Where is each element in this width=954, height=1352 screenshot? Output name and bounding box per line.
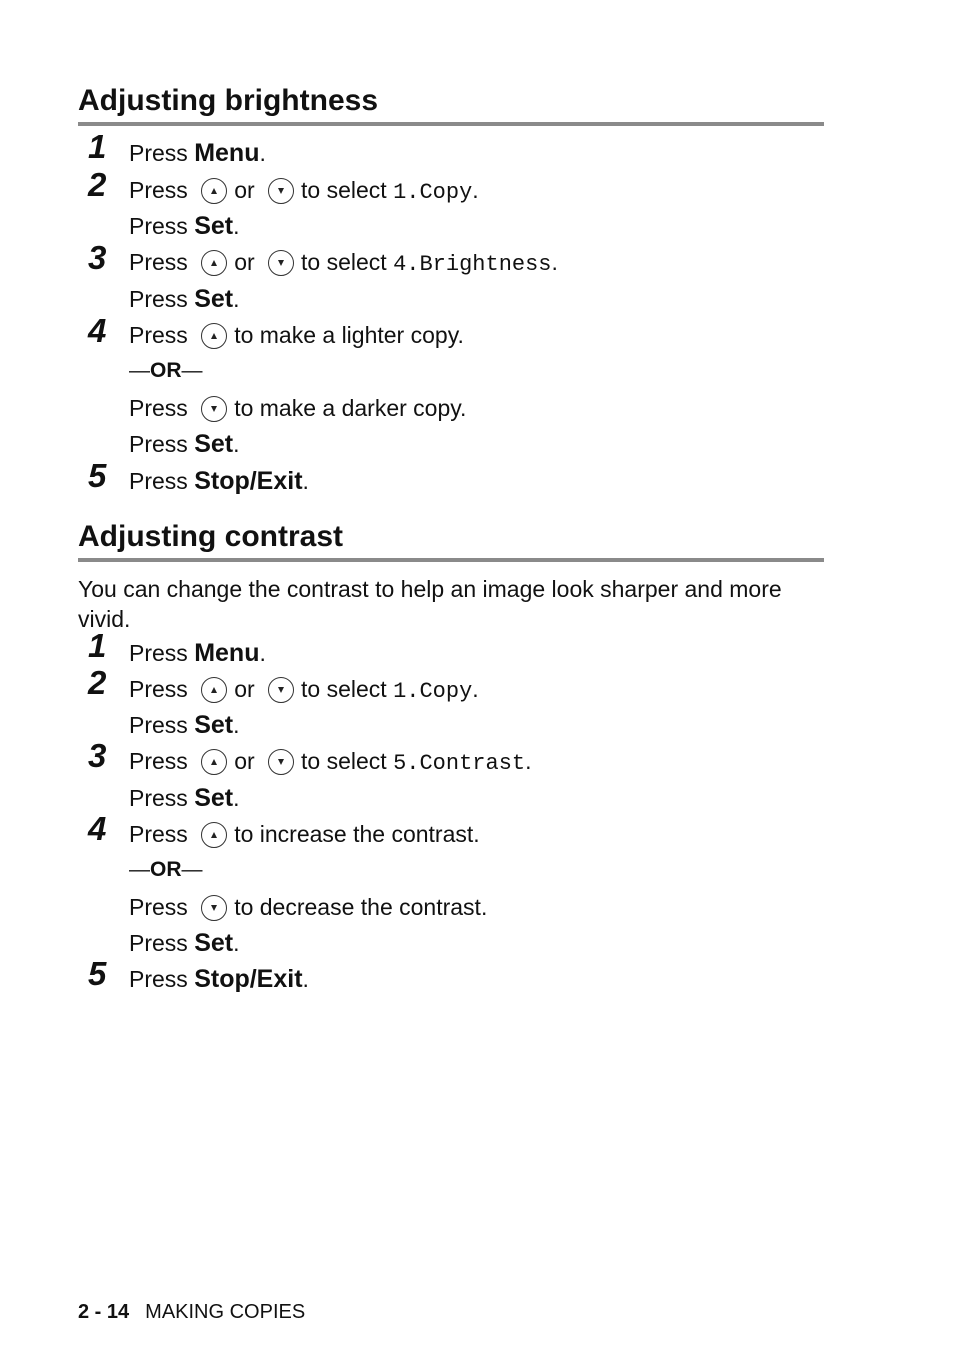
or-separator <box>129 855 203 885</box>
step-text: Press <box>129 640 188 666</box>
step-number: 5 <box>88 955 107 992</box>
step-text: to select <box>301 249 387 275</box>
dash: — <box>129 858 150 881</box>
down-arrow-key-icon <box>201 396 227 422</box>
menu-item-code: 4.Brightness <box>393 252 552 277</box>
menu-key-label: Menu <box>194 139 260 167</box>
step-line <box>129 819 480 849</box>
menu-item-code: 1.Copy <box>393 180 473 205</box>
menu-key-label: Menu <box>194 639 260 667</box>
step-line <box>129 466 309 496</box>
step-text: Press <box>129 213 188 239</box>
stop-exit-key-label: Stop/Exit <box>194 965 303 993</box>
step-text: Press <box>129 748 188 774</box>
down-arrow-key-icon <box>268 677 294 703</box>
dash: — <box>181 858 203 881</box>
punct: . <box>525 748 532 774</box>
step-line <box>129 892 487 922</box>
step-number: 1 <box>88 627 107 664</box>
page-footer <box>78 1300 305 1324</box>
stop-exit-key-label: Stop/Exit <box>194 467 303 495</box>
or-word: OR <box>150 858 182 881</box>
step-line <box>129 928 239 958</box>
punct: . <box>302 966 309 992</box>
punct: . <box>259 640 266 666</box>
step-text: Press <box>129 322 188 348</box>
step-number: 5 <box>88 457 107 494</box>
step-text: Press <box>129 712 188 738</box>
up-arrow-key-icon <box>201 677 227 703</box>
step-line <box>129 964 309 994</box>
step-text: to decrease the contrast. <box>234 894 488 920</box>
step-number: 3 <box>88 737 107 774</box>
step-text: Press <box>129 431 188 457</box>
step-text: Press <box>129 930 188 956</box>
or-text: or <box>234 177 255 203</box>
punct: . <box>233 785 240 811</box>
section-title-brightness: Adjusting brightness <box>78 84 378 117</box>
up-arrow-key-icon <box>201 323 227 349</box>
step-line <box>129 211 239 241</box>
step-text: to select <box>301 676 387 702</box>
punct: . <box>472 177 479 203</box>
or-text: or <box>234 676 255 702</box>
step-line <box>129 138 266 168</box>
punct: . <box>233 286 240 312</box>
set-key-label: Set <box>194 784 234 812</box>
punct: . <box>233 930 240 956</box>
up-arrow-key-icon <box>201 822 227 848</box>
step-text: to make a lighter copy. <box>234 322 464 348</box>
step-line <box>129 320 464 350</box>
up-arrow-key-icon <box>201 250 227 276</box>
set-key-label: Set <box>194 430 234 458</box>
step-number: 2 <box>88 166 107 203</box>
step-text: Press <box>129 395 188 421</box>
step-line <box>129 638 266 668</box>
punct: . <box>551 249 558 275</box>
step-number: 4 <box>88 312 107 349</box>
punct: . <box>472 676 479 702</box>
down-arrow-key-icon <box>268 178 294 204</box>
step-line <box>129 247 558 280</box>
punct: . <box>233 213 240 239</box>
punct: . <box>302 468 309 494</box>
step-text: to increase the contrast. <box>234 821 480 847</box>
step-line <box>129 674 479 707</box>
step-line <box>129 783 239 813</box>
step-line <box>129 746 532 779</box>
step-line <box>129 284 239 314</box>
step-text: Press <box>129 894 188 920</box>
dash: — <box>181 359 203 382</box>
punct: . <box>233 712 240 738</box>
intro-paragraph: You can change the contrast to help an image look sharper and more vivid. <box>78 576 782 632</box>
down-arrow-key-icon <box>268 749 294 775</box>
step-line <box>129 429 239 459</box>
or-word: OR <box>150 359 182 382</box>
step-text: Press <box>129 286 188 312</box>
up-arrow-key-icon <box>201 749 227 775</box>
punct: . <box>233 431 240 457</box>
step-text: Press <box>129 821 188 847</box>
page-number: 2 - 14 <box>78 1301 130 1323</box>
section-rule <box>78 122 824 126</box>
step-text: to select <box>301 748 387 774</box>
dash: — <box>129 359 150 382</box>
set-key-label: Set <box>194 285 234 313</box>
step-number: 1 <box>88 128 107 165</box>
set-key-label: Set <box>194 929 234 957</box>
step-text: to make a darker copy. <box>234 395 467 421</box>
set-key-label: Set <box>194 212 234 240</box>
set-key-label: Set <box>194 711 234 739</box>
section-contrast <box>78 518 824 993</box>
section-brightness <box>78 82 824 495</box>
step-text: Press <box>129 140 188 166</box>
step-text: Press <box>129 676 188 702</box>
step-text: Press <box>129 249 188 275</box>
step-number: 3 <box>88 239 107 276</box>
menu-item-code: 1.Copy <box>393 679 473 704</box>
chapter-title: MAKING COPIES <box>145 1301 306 1323</box>
down-arrow-key-icon <box>268 250 294 276</box>
step-line <box>129 175 479 208</box>
step-text: Press <box>129 177 188 203</box>
or-text: or <box>234 748 255 774</box>
step-number: 4 <box>88 810 107 847</box>
punct: . <box>259 140 266 166</box>
step-number: 2 <box>88 664 107 701</box>
down-arrow-key-icon <box>201 895 227 921</box>
step-text: Press <box>129 468 188 494</box>
step-text: Press <box>129 966 188 992</box>
menu-item-code: 5.Contrast <box>393 751 526 776</box>
section-rule <box>78 558 824 562</box>
up-arrow-key-icon <box>201 178 227 204</box>
step-line <box>129 710 239 740</box>
section-title-contrast: Adjusting contrast <box>78 520 344 553</box>
or-text: or <box>234 249 255 275</box>
step-line <box>129 393 466 423</box>
or-separator <box>129 356 203 386</box>
step-text: to select <box>301 177 387 203</box>
step-text: Press <box>129 785 188 811</box>
